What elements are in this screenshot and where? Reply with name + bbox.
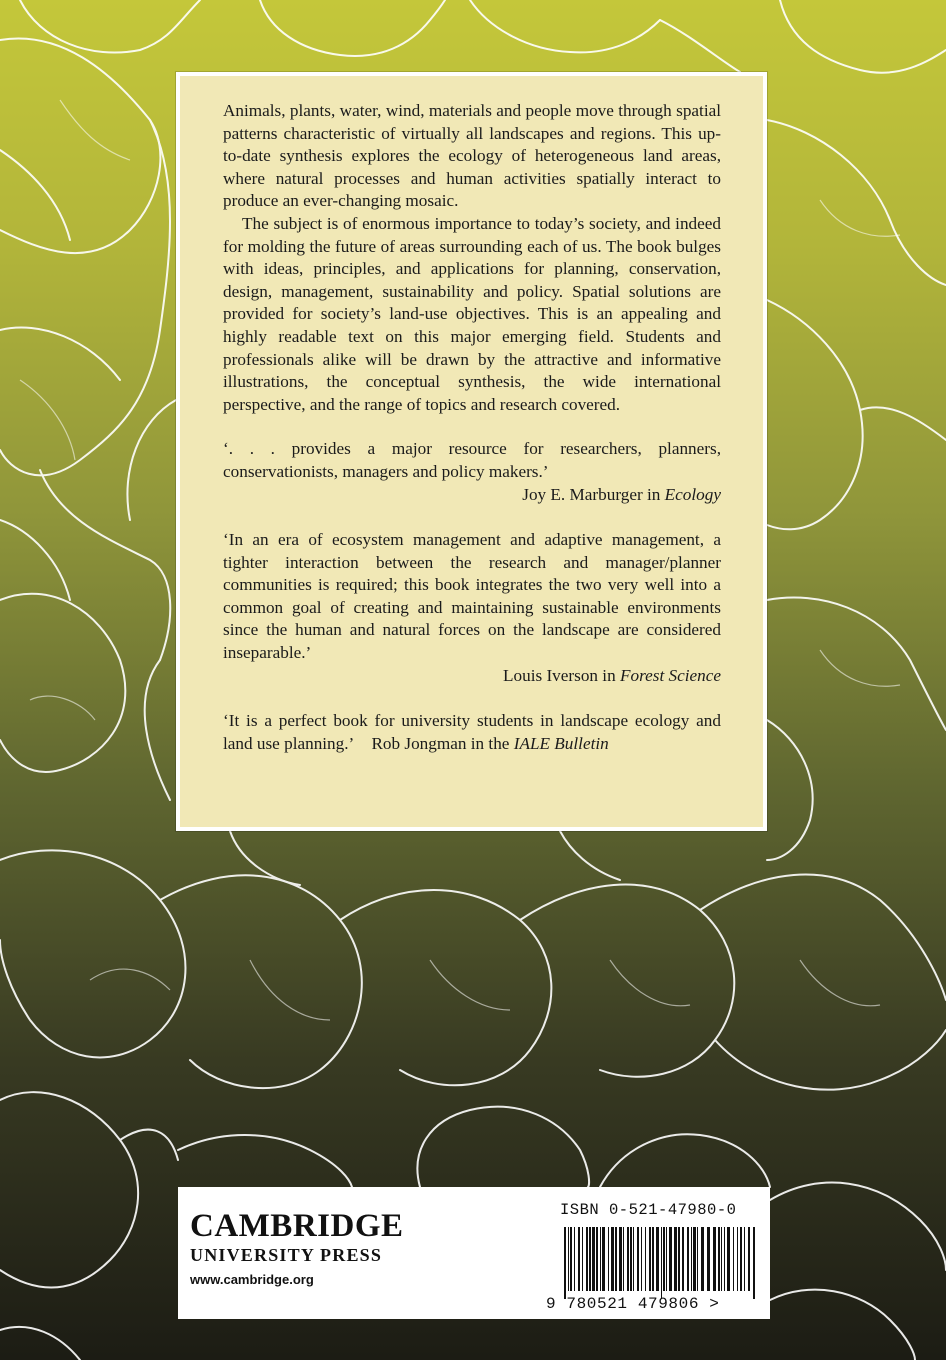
blurb-panel [176, 72, 767, 831]
barcode-bar [574, 1227, 575, 1291]
barcode-bar [602, 1227, 605, 1291]
review-quote-2: ‘In an era of ecosystem management and adaptive management, a tighter interaction between the research and manager/planner communities is required; this book integrates the two very well into a common goal of creating and maintaining sustainable environments since the human and natural forces on the landscape are considered inseparable.’ [223, 530, 721, 663]
blurb-paragraph-1: Animals, plants, water, wind, materials and people move through spatial patterns characteristic of virtually all landscapes and regions. This up-to-date synthesis explores the ecology of heterogeneous land areas, where natural processes and human activities spatially interact to produce an ever-changing mosaic. [223, 101, 721, 211]
review-quote-1: ‘. . . provides a major resource for researchers, planners, conservationists, managers and policy makers.’ [223, 439, 721, 481]
reviewer-name: Rob Jongman in the [371, 733, 510, 753]
reviewer-name: Louis Iverson in [503, 665, 616, 685]
barcode-bar [721, 1227, 722, 1291]
barcode-bar [744, 1227, 745, 1291]
publisher-subtitle: UNIVERSITY PRESS [190, 1245, 383, 1265]
blurb-paragraph-2: The subject is of enormous importance to today’s society, and indeed for molding the future of areas surrounding each of us. The book bulges with ideas, principles, and applications for planning, conservation, design, management, sustainability and policy. Spatial solutions are provided for society’s land-use objectives. This is an appealing and highly readable text on this major emerging field. Students and professionals alike will be drawn by the attractive and informative illustrations, the conceptual synthesis, the wide international perspective, and the range of topics and research covered. [223, 213, 721, 414]
barcode-bar [568, 1227, 569, 1291]
barcode-bar [661, 1227, 662, 1299]
reviewer-name: Joy E. Marburger in [522, 484, 661, 504]
barcode-bar [713, 1227, 716, 1291]
barcode-bar [637, 1227, 639, 1291]
barcode-bar [693, 1227, 696, 1291]
barcode-bar [682, 1227, 684, 1291]
barcode-bar [623, 1227, 624, 1291]
barcode-bar [627, 1227, 629, 1291]
review-attribution-1 [223, 484, 721, 507]
barcode-bar [645, 1227, 646, 1291]
barcode-bar [656, 1227, 659, 1291]
barcode-bar [737, 1227, 738, 1291]
barcode-bar [678, 1227, 680, 1291]
barcode-bar [633, 1227, 634, 1291]
publisher-barcode-box [178, 1187, 770, 1319]
barcode-bar [697, 1227, 698, 1291]
barcode-bar [589, 1227, 591, 1291]
review-source: Ecology [664, 484, 721, 504]
barcode-bar [570, 1227, 572, 1291]
barcode-bar [649, 1227, 651, 1291]
barcode-bar [596, 1227, 598, 1291]
barcode-bar [630, 1227, 632, 1291]
barcode-bar [600, 1227, 601, 1291]
isbn-label: ISBN 0-521-47980-0 [560, 1201, 737, 1219]
review-quote-3 [223, 710, 721, 755]
barcode-bar [608, 1227, 609, 1291]
review-attribution-2 [223, 665, 721, 688]
review-source: IALE Bulletin [513, 733, 609, 753]
barcode-bar [582, 1227, 583, 1291]
barcode-bar [724, 1227, 725, 1291]
publisher-logo [190, 1209, 404, 1287]
barcode-bar [619, 1227, 622, 1291]
barcode-bar [586, 1227, 588, 1291]
barcode-bar [663, 1227, 665, 1291]
barcode-bar [674, 1227, 677, 1291]
barcode-bar [707, 1227, 710, 1291]
barcode-bar [740, 1227, 742, 1291]
barcode-bar [748, 1227, 750, 1291]
review-source: Forest Science [619, 665, 721, 685]
barcode-bar [611, 1227, 614, 1291]
barcode-bar [753, 1227, 755, 1299]
barcode-bar [718, 1227, 720, 1291]
barcode-bar [578, 1227, 580, 1291]
barcode-bar [615, 1227, 617, 1291]
publisher-url[interactable]: www.cambridge.org [190, 1272, 314, 1287]
barcode-bar [733, 1227, 734, 1291]
barcode-bar [687, 1227, 689, 1291]
barcode-bar [701, 1227, 704, 1291]
publisher-name: CAMBRIDGE [190, 1208, 404, 1244]
barcode-bar [691, 1227, 692, 1291]
barcode-bar [652, 1227, 654, 1291]
barcode-bar [669, 1227, 672, 1291]
barcode-bar [727, 1227, 730, 1291]
review-quote-text: ‘It is a perfect book for university students in landscape ecology and land use planning.’ [223, 711, 721, 753]
barcode-bar [592, 1227, 595, 1291]
barcode-bar [666, 1227, 667, 1291]
ean-number: 9 780521 479806 > [546, 1295, 720, 1313]
barcode-icon [564, 1227, 756, 1299]
barcode-bar [564, 1227, 566, 1299]
barcode-bar [641, 1227, 642, 1291]
